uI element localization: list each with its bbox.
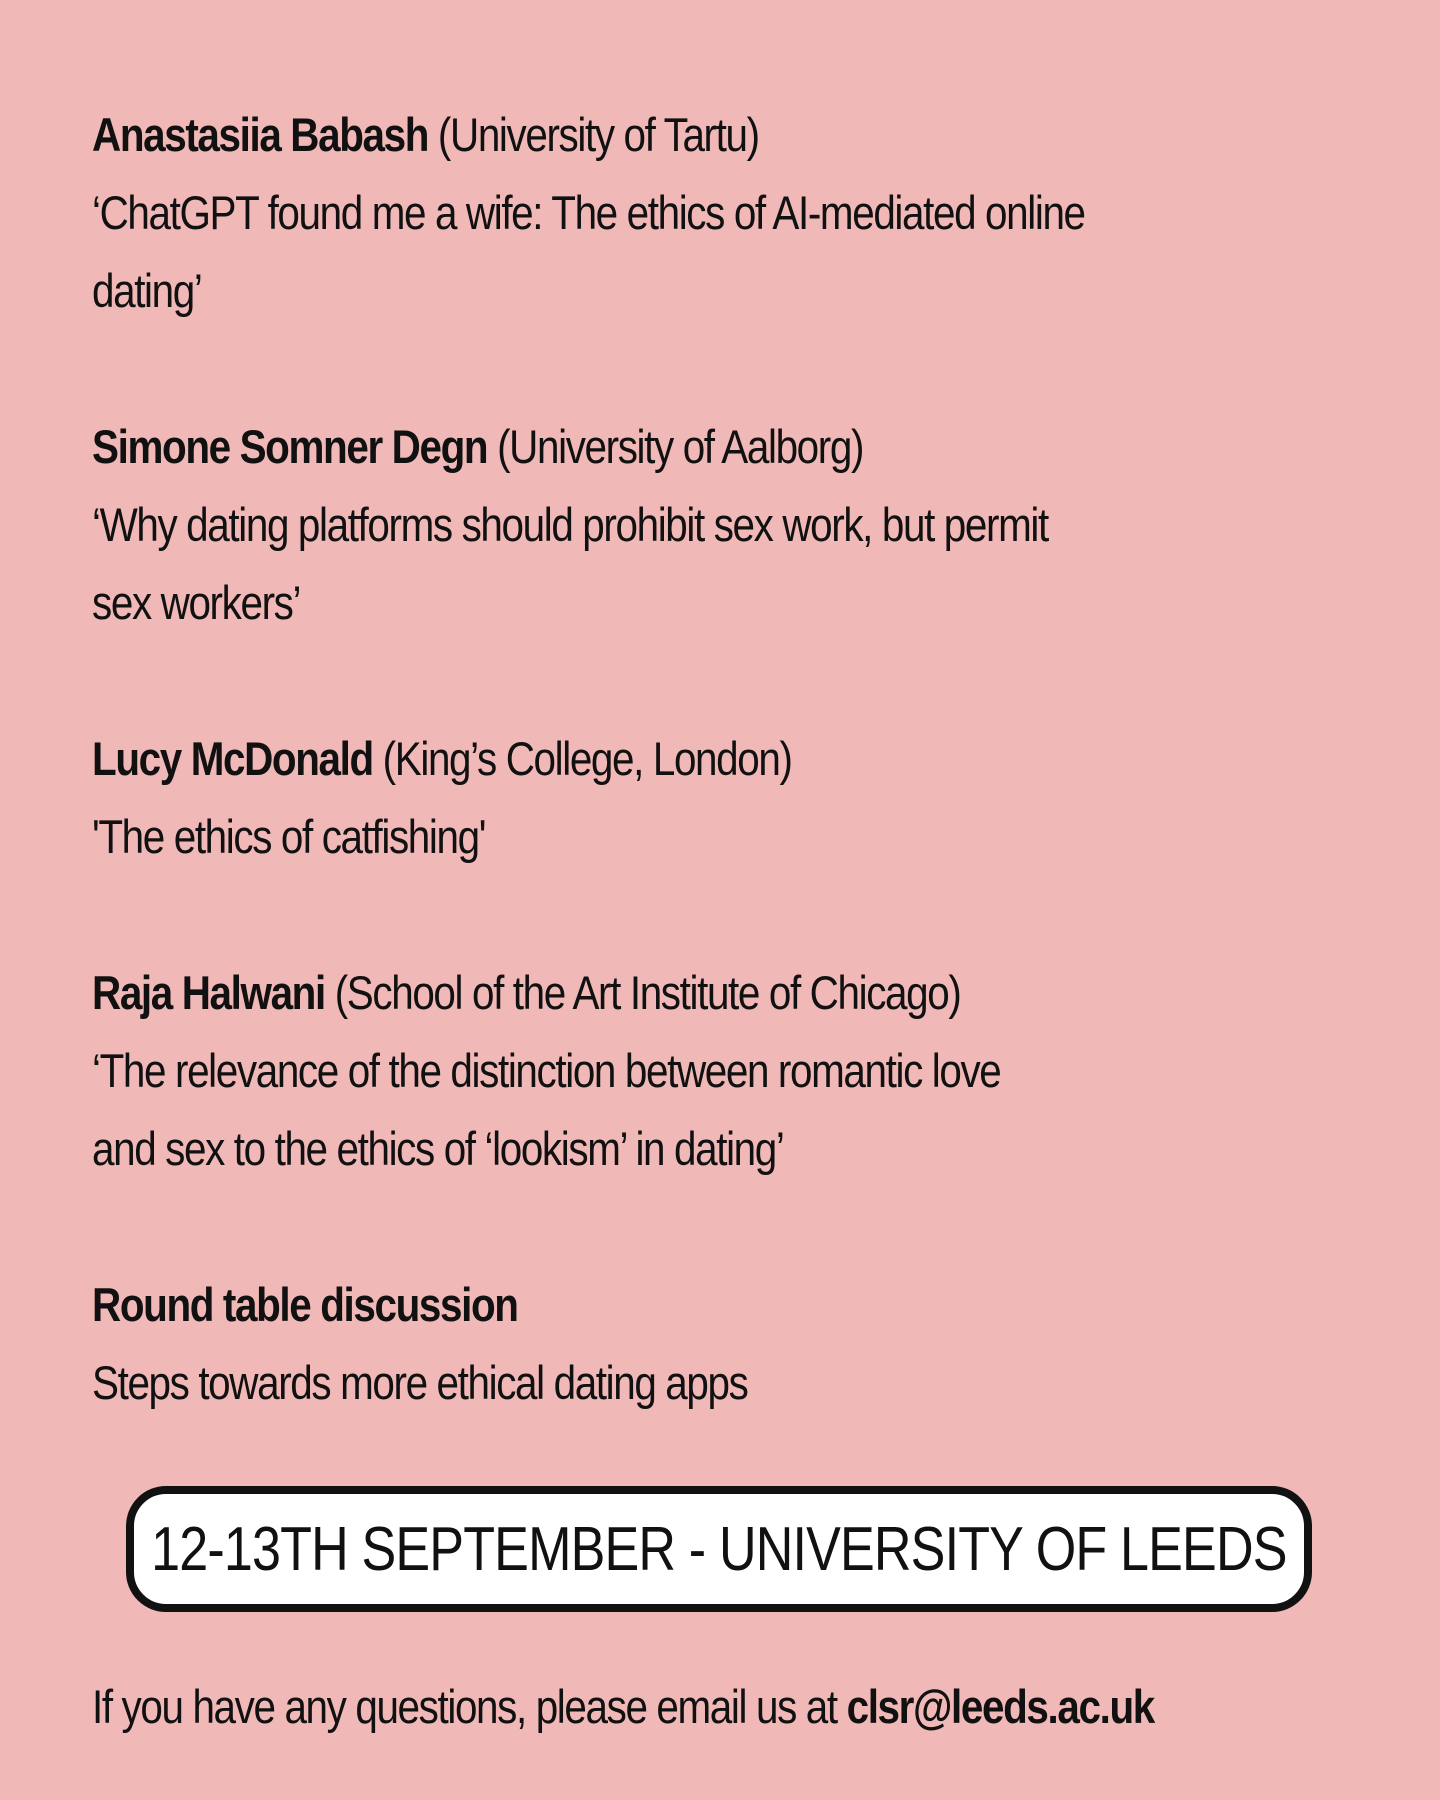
talk-title-line: and sex to the ethics of ‘lookism’ in dating’ (92, 1122, 784, 1175)
event-date-banner (126, 1486, 1312, 1612)
contact-email-link[interactable]: clsr@leeds.ac.uk (846, 1680, 1154, 1733)
speaker-affiliation: (School of the Art Institute of Chicago) (334, 966, 961, 1019)
contact-line (92, 1668, 1154, 1746)
talk-entry (92, 720, 1348, 876)
talk-title-line: ‘The relevance of the distinction between romantic love (92, 1044, 1001, 1097)
talk-title-line: dating’ (92, 264, 202, 317)
talk-title-line: sex workers’ (92, 576, 301, 629)
speaker-name: Anastasiia Babash (92, 108, 429, 161)
talk-entry (92, 408, 1348, 642)
talk-title-line: ‘ChatGPT found me a wife: The ethics of AI-mediated online (92, 186, 1085, 239)
speaker-affiliation: (University of Tartu) (437, 108, 759, 161)
talk-title-line: 'The ethics of catfishing' (92, 810, 486, 863)
round-table-entry (92, 1266, 1348, 1422)
talk-entry (92, 96, 1348, 330)
talk-entry (92, 954, 1348, 1188)
round-table-heading: Round table discussion (92, 1278, 518, 1331)
event-date-text: 12-13TH SEPTEMBER - UNIVERSITY OF LEEDS (151, 1514, 1287, 1584)
speaker-name: Raja Halwani (92, 966, 325, 1019)
contact-prefix: If you have any questions, please email us at (92, 1680, 837, 1733)
speaker-name: Simone Somner Degn (92, 420, 488, 473)
speaker-affiliation: (King’s College, London) (382, 732, 792, 785)
speaker-name: Lucy McDonald (92, 732, 373, 785)
talk-title-line: ‘Why dating platforms should prohibit sex work, but permit (92, 498, 1048, 551)
speaker-affiliation: (University of Aalborg) (497, 420, 864, 473)
round-table-topic: Steps towards more ethical dating apps (92, 1356, 748, 1409)
